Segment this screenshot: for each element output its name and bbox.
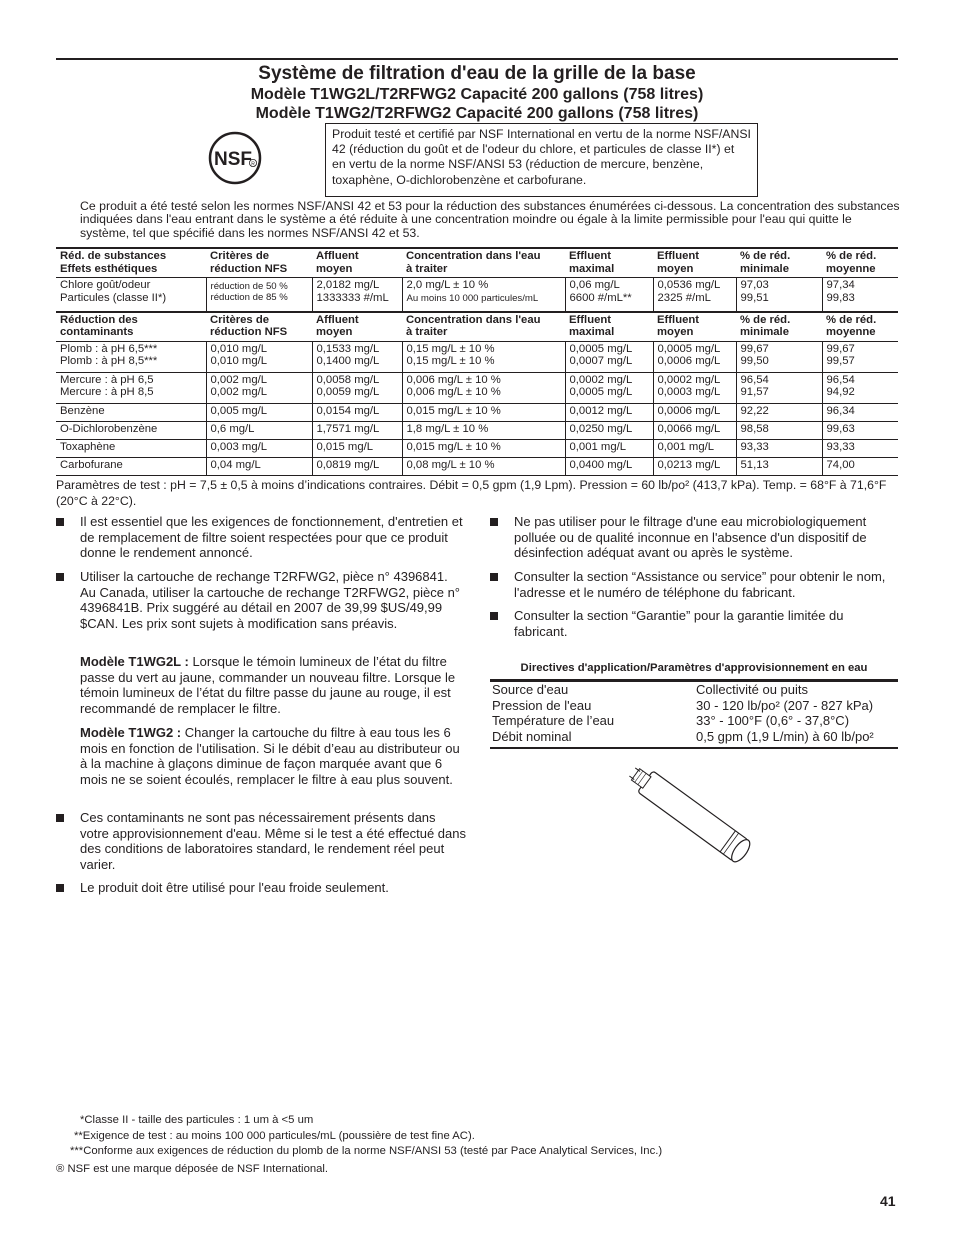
bullet-square-icon [56,884,64,892]
header-cell: Réduction des contaminants [56,312,206,342]
table-cell: 99,63 [822,421,898,439]
page-subtitle-1: Modèle T1WG2L/T2RFWG2 Capacité 200 gallons (758 litres) [250,86,704,103]
table-row [56,372,898,403]
bullet-square-icon [490,573,498,581]
list-item: Utiliser la cartouche de rechange T2RFWG2, pièce n° 4396841. Au Canada, utiliser la cartouche de rechange T2RFWG2, pièce n° 4396841B. Prix suggéré au détail en 2007 de 39,99 $US/49,99 $CAN. Les prix sont sujets à modification sans préavis. [56,569,466,631]
table-cell: 93,33 [822,439,898,457]
table-cell: 51,13 [736,457,822,475]
table-cell: 0,001 mg/L [565,439,653,457]
filter-cartridge-icon [616,757,776,882]
header-cell: Affluent moyen [312,248,402,278]
footnote: ® NSF est une marque déposée de NSF International. [56,1163,329,1175]
table-cell: 0,06 mg/L 6600 #/mL** [565,278,653,312]
table-row [56,403,898,421]
table-cell: 0,002 mg/L 0,002 mg/L [206,372,312,403]
table-cell: Source d'eau [492,682,569,697]
header-cell: Effluent maximal [565,248,653,278]
list-item: Ces contaminants ne sont pas nécessairement présents dans votre approvisionnement d'eau. Même si le test a été effectué dans des conditions de laboratoires standard, le rendement réel peut varier. [56,810,466,872]
table-cell: 0,0002 mg/L 0,0005 mg/L [565,372,653,403]
table-cell: 0,6 mg/L [206,421,312,439]
table-cell: 0,010 mg/L 0,010 mg/L [206,341,312,372]
table-cell: 0,0154 mg/L [312,403,402,421]
table-cell: 0,0536 mg/L 2325 #/mL [653,278,736,312]
header-cell: % de réd. moyenne [822,248,898,278]
table-cell: 99,67 99,50 [736,341,822,372]
table-cell: Plomb : à pH 6,5*** Plomb : à pH 8,5*** [56,341,206,372]
bullet-square-icon [56,814,64,822]
table-cell: 0,005 mg/L [206,403,312,421]
table-cell: O-Dichlorobenzène [56,421,206,439]
list-item: Il est essentiel que les exigences de fonctionnement, d'entretien et de remplacement de filtre soient respectées pour que ce produit donne le rendement annoncé. [56,514,466,561]
table-cell: 0,0250 mg/L [565,421,653,439]
page-subtitle-2: Modèle T1WG2/T2RFWG2 Capacité 200 gallons (758 litres) [255,105,699,122]
header-cell: Effluent moyen [653,248,736,278]
table-cell: 97,03 99,51 [736,278,822,312]
table-cell: 0,0005 mg/L 0,0007 mg/L [565,341,653,372]
svg-text:NSF: NSF [214,149,252,170]
footnote: *Classe II - taille des particules : 1 um à <5 um [80,1114,314,1126]
table-cell: Pression de l'eau [492,697,592,713]
footnote: ***Conforme aux exigences de réduction du plomb de la norme NSF/ANSI 53 (testé par Pace Analytical Services, Inc.) [70,1145,663,1157]
table-row [56,457,898,475]
table-cell: Collectivité ou puits [696,682,808,697]
table-cell: Débit nominal [492,728,572,744]
table-cell: 0,0002 mg/L 0,0003 mg/L [653,372,736,403]
table-cell: Chlore goût/odeur Particules (classe II*) [56,278,206,312]
intro-paragraph: Ce produit a été testé selon les normes NSF/ANSI 42 et 53 pour la réduction des substances énumérées ci-dessous. La concentration des substances indiquées dans l'eau entrant dans le système a été réduite à une concentration moindre ou égale à la limite permissible pour l'eau qui quitte le système, tel que spécifié dans les normes NSF/ANSI 42 et 53. [80,199,900,240]
model-t1wg2-note: Modèle T1WG2 : Changer la cartouche du filtre à eau tous les 6 mois en fonction de l'utilisation. Si le débit d’eau au distributeur ou à la machine à glaçons diminue de façon marquée avant que 6 mois ne se soient écoulés, remplacer le filtre à eau plus souvent. [80,725,460,787]
table-cell: 97,34 99,83 [822,278,898,312]
header-cell: Concentration dans l'eau à traiter [402,248,565,278]
table-cell: 1,7571 mg/L [312,421,402,439]
directives-heading: Directives d'application/Paramètres d'approvisionnement en eau [520,662,868,674]
table-cell: 0,0213 mg/L [653,457,736,475]
table-cell: 1,8 mg/L ± 10 % [402,421,565,439]
header-cell: % de réd. minimale [736,312,822,342]
table-cell: 0,015 mg/L ± 10 % [402,439,565,457]
table-cell: Toxaphène [56,439,206,457]
table-cell: 2,0182 mg/L 1333333 #/mL [312,278,402,312]
header-cell: Affluent moyen [312,312,402,342]
table-header-contaminants [56,312,898,342]
table-cell: 2,0 mg/L ± 10 % Au moins 10 000 particules/mL [402,278,565,312]
header-cell: % de réd. minimale [736,248,822,278]
directives-bottom-rule [490,747,898,749]
page-title: Système de filtration d'eau de la grille de la base [258,63,696,84]
table-cell: 93,33 [736,439,822,457]
table-cell: 0,0005 mg/L 0,0006 mg/L [653,341,736,372]
table-cell: Carbofurane [56,457,206,475]
table-cell: 0,0006 mg/L [653,403,736,421]
table-cell: 0,0819 mg/L [312,457,402,475]
title-block [56,63,898,123]
nsf-logo-icon [208,131,262,185]
bullet-square-icon [56,573,64,581]
list-item: Le produit doit être utilisé pour l'eau froide seulement. [56,880,466,896]
directives-table [490,682,898,744]
table-cell: 0,5 gpm (1,9 L/min) à 60 lb/po² [696,728,874,744]
table-row [490,713,898,729]
header-cell: Concentration dans l'eau à traiter [402,312,565,342]
header-cell: Effluent maximal [565,312,653,342]
table-cell: 98,58 [736,421,822,439]
table-cell: 0,0066 mg/L [653,421,736,439]
header-cell: Effluent moyen [653,312,736,342]
table-cell: Benzène [56,403,206,421]
table-cell: 0,1533 mg/L 0,1400 mg/L [312,341,402,372]
svg-text:R: R [251,161,255,168]
bullet-square-icon [490,518,498,526]
table-cell: Température de l’eau [492,713,615,729]
table-row [490,729,898,745]
table-cell: réduction de 50 % réduction de 85 % [206,278,312,312]
header-cell: % de réd. moyenne [822,312,898,342]
model-t1wg2l-note: Modèle T1WG2L : Lorsque le témoin lumineux de l’état du filtre passe du vert au jaune, commander un nouveau filtre. Lorsque le témoin lumineux de l’état du filtre passe du jaune au rouge, il est recommandé de remplacer le filtre. [80,654,456,716]
top-rule [56,58,898,60]
footnote: **Exigence de test : au moins 100 000 particules/mL (poussière de test fine AC). [74,1130,475,1142]
certification-box: Produit testé et certifié par NSF International en vertu de la norme NSF/ANSI 42 (réduction du goût et de l'odeur du chlore, et particules de classe II*) et en vertu de la norme NSF/ANSI 53 (réduction de mercure, benzène, toxaphène, O-dichlorobenzène et carbofurane. [325,123,758,197]
bullet-square-icon [56,518,64,526]
table-row [490,682,898,698]
bullet-square-icon [490,612,498,620]
table-cell: 0,04 mg/L [206,457,312,475]
list-item: Consulter la section “Assistance ou service” pour obtenir le nom, l'adresse et le numéro de téléphone du fabricant. [490,569,898,600]
table-cell: 0,15 mg/L ± 10 % 0,15 mg/L ± 10 % [402,341,565,372]
test-parameters: Paramètres de test : pH = 7,5 ± 0,5 à moins d’indications contraires. Débit = 0,5 gpm (1,9 Lpm). Pression = 60 lb/po² (413,7 kPa). Temp. = 68°F à 71,6°F (20°C à 22°C). [56,478,887,508]
table-row-chlore [56,278,898,312]
table-row [56,341,898,372]
list-item: Ne pas utiliser pour le filtrage d'une eau microbiologiquement polluée ou de qualité inconnue en l'absence d'un dispositif de désinfection adéquat avant ou après le système. [490,514,898,561]
table-cell: 0,006 mg/L ± 10 % 0,006 mg/L ± 10 % [402,372,565,403]
table-cell: 92,22 [736,403,822,421]
table-cell: 0,015 mg/L ± 10 % [402,403,565,421]
table-cell: Mercure : à pH 6,5 Mercure : à pH 8,5 [56,372,206,403]
table-row [56,421,898,439]
table-cell: 0,0400 mg/L [565,457,653,475]
table-cell: 99,67 99,57 [822,341,898,372]
header-cell: Critères de réduction NFS [206,248,312,278]
performance-table [56,247,898,476]
page-number: 41 [880,1193,896,1209]
table-cell: 0,001 mg/L [653,439,736,457]
table-cell: 30 - 120 lb/po² (207 - 827 kPa) [696,697,874,713]
table-row [490,698,898,714]
table-cell: 74,00 [822,457,898,475]
table-cell: 0,0058 mg/L 0,0059 mg/L [312,372,402,403]
table-cell: 0,015 mg/L [312,439,402,457]
table-cell: 0,08 mg/L ± 10 % [402,457,565,475]
header-cell: Critères de réduction NFS [206,312,312,342]
table-cell: 33° - 100°F (0,6° - 37,8°C) [696,713,850,729]
table-header-aesthetic [56,248,898,278]
table-cell: 96,34 [822,403,898,421]
table-cell: 0,003 mg/L [206,439,312,457]
table-cell: 96,54 94,92 [822,372,898,403]
table-row [56,439,898,457]
table-cell: 0,0012 mg/L [565,403,653,421]
header-cell: Réd. de substances Effets esthétiques [56,248,206,278]
list-item: Consulter la section “Garantie” pour la garantie limitée du fabricant. [490,608,898,639]
table-cell: 96,54 91,57 [736,372,822,403]
